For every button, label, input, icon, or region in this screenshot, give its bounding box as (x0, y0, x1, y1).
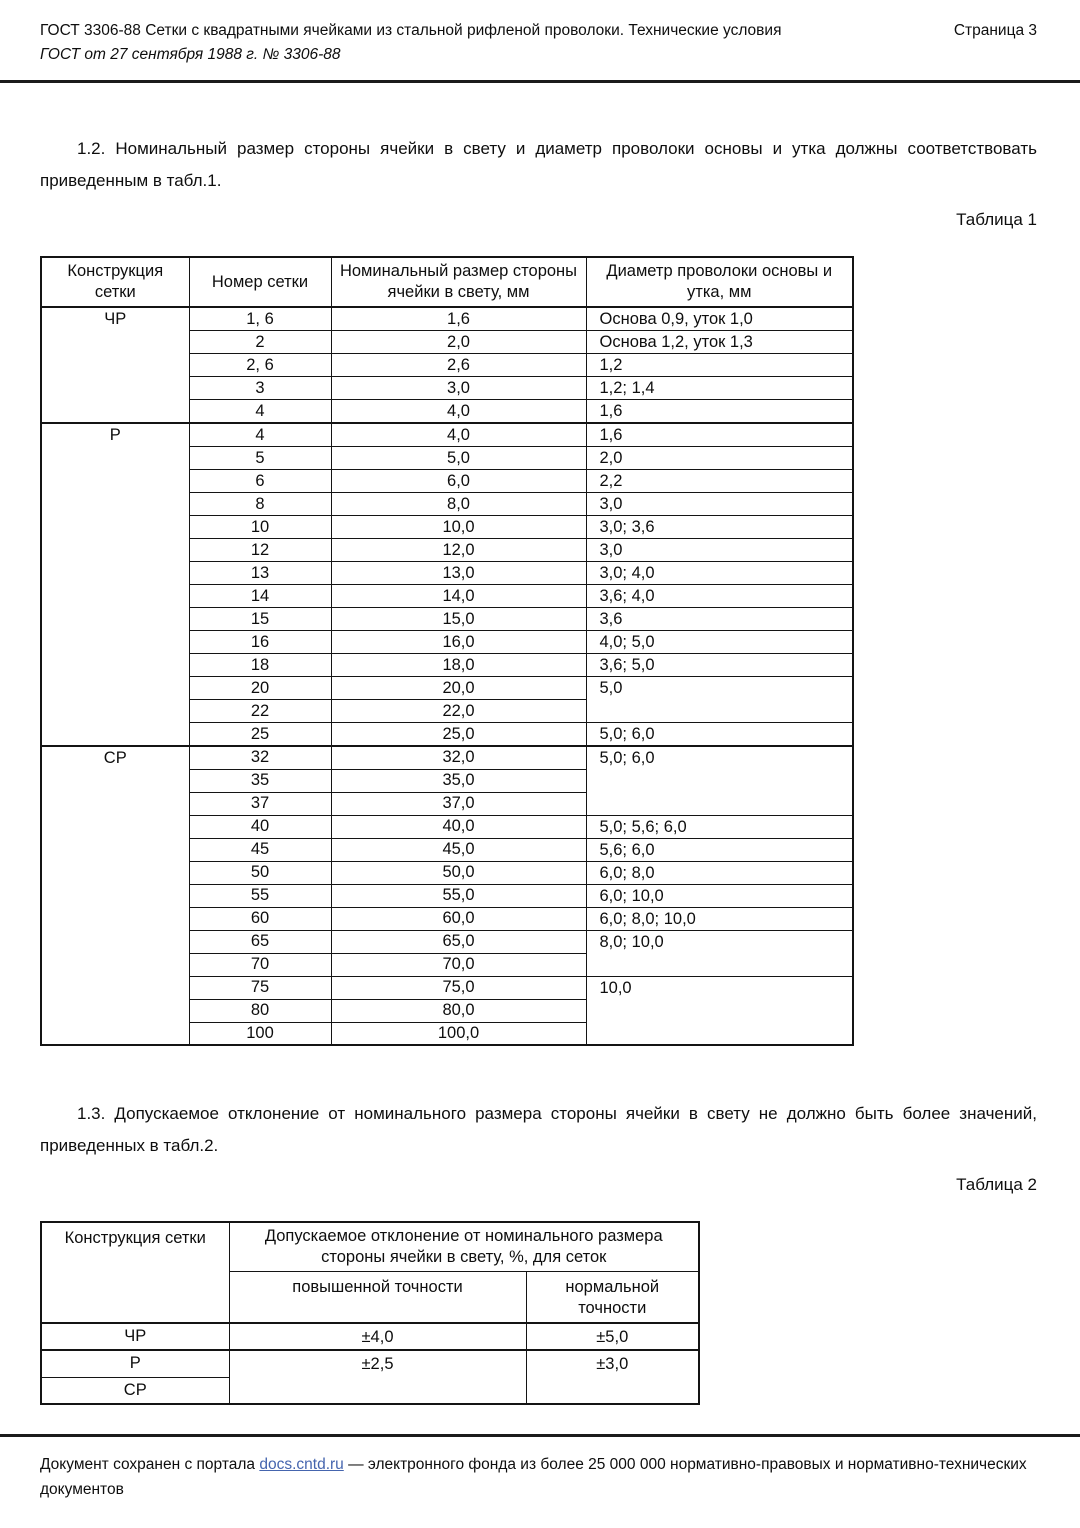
page-header (0, 0, 1080, 64)
footer-divider (0, 1434, 1080, 1437)
cell-size-cell: 1,6 (331, 307, 586, 331)
wire-diameter-cell: 5,0; 6,0 (586, 746, 853, 815)
cell-size-cell: 6,0 (331, 470, 586, 493)
cell-size-cell: 65,0 (331, 930, 586, 953)
paragraph-1-3: 1.3. Допускаемое отклонение от номинального размера стороны ячейки в свету не должно быть более значений, приведенных в табл.2. (40, 1104, 1037, 1155)
wire-diameter-cell: Основа 1,2, уток 1,3 (586, 331, 853, 354)
wire-diameter-cell: 1,2 (586, 354, 853, 377)
mesh-number-cell: 35 (189, 769, 331, 792)
mesh-number-cell: 15 (189, 608, 331, 631)
mesh-number-cell: 18 (189, 654, 331, 677)
cell-size-cell: 35,0 (331, 769, 586, 792)
mesh-number-cell: 60 (189, 907, 331, 930)
table1-body (41, 307, 853, 1045)
wire-diameter-cell: 6,0; 8,0 (586, 861, 853, 884)
cell-size-cell: 25,0 (331, 723, 586, 747)
wire-diameter-cell: 5,6; 6,0 (586, 838, 853, 861)
cell-size-cell: 16,0 (331, 631, 586, 654)
mesh-number-cell: 20 (189, 677, 331, 700)
mesh-number-cell: 32 (189, 746, 331, 769)
cell-size-cell: 100,0 (331, 1022, 586, 1045)
mesh-parameters-table (40, 256, 854, 1046)
doc-title: ГОСТ 3306-88 Сетки с квадратными ячейками из стальной рифленой проволоки. Технические условия (40, 22, 782, 39)
cell-size-cell: 3,0 (331, 377, 586, 400)
mesh-number-cell: 2 (189, 331, 331, 354)
mesh-number-cell: 45 (189, 838, 331, 861)
wire-diameter-cell: 6,0; 8,0; 10,0 (586, 907, 853, 930)
paragraph-1-2: 1.2. Номинальный размер стороны ячейки в свету и диаметр проволоки основы и утка должны соответствовать приведенным в табл.1. (40, 139, 1037, 190)
wire-diameter-cell: 5,0 (586, 677, 853, 723)
mesh-number-cell: 25 (189, 723, 331, 747)
wire-diameter-cell: 1,2; 1,4 (586, 377, 853, 400)
doc-subtitle: ГОСТ от 27 сентября 1988 г. № 3306-88 (40, 46, 341, 63)
footer-link[interactable]: docs.cntd.ru (259, 1456, 344, 1473)
table1-header-number: Номер сетки (189, 257, 331, 307)
wire-diameter-cell: 3,6 (586, 608, 853, 631)
table2-subheader-normal: нормальной точности (526, 1272, 699, 1324)
wire-diameter-cell: 8,0; 10,0 (586, 930, 853, 976)
table1-header-size: Номинальный размер стороны ячейки в свету, мм (331, 257, 586, 307)
cell-size-cell: 8,0 (331, 493, 586, 516)
footer-note (0, 1452, 1080, 1502)
table1-header (41, 257, 853, 307)
table1-header-diameter: Диаметр проволоки основы и утка, мм (586, 257, 853, 307)
wire-diameter-cell: 1,6 (586, 400, 853, 424)
table1-row (41, 746, 853, 769)
wire-diameter-cell: 2,2 (586, 470, 853, 493)
table1-row (41, 307, 853, 331)
wire-diameter-cell: Основа 0,9, уток 1,0 (586, 307, 853, 331)
mesh-number-cell: 10 (189, 516, 331, 539)
mesh-number-cell: 14 (189, 585, 331, 608)
cell-size-cell: 22,0 (331, 700, 586, 723)
table2-subheader-increased: повышенной точности (229, 1272, 526, 1324)
mesh-number-cell: 8 (189, 493, 331, 516)
table1-header-construction: Конструкция сетки (41, 257, 189, 307)
table2-caption: Таблица 2 (956, 1175, 1037, 1194)
cell-size-cell: 45,0 (331, 838, 586, 861)
cell-size-cell: 20,0 (331, 677, 586, 700)
mesh-number-cell: 37 (189, 792, 331, 815)
cell-size-cell: 60,0 (331, 907, 586, 930)
mesh-number-cell: 50 (189, 861, 331, 884)
mesh-number-cell: 75 (189, 976, 331, 999)
cell-size-cell: 40,0 (331, 815, 586, 838)
mesh-number-cell: 6 (189, 470, 331, 493)
deviation-table (40, 1221, 700, 1405)
construction-cell: Р (41, 1350, 229, 1377)
wire-diameter-cell: 4,0; 5,0 (586, 631, 853, 654)
mesh-number-cell: 16 (189, 631, 331, 654)
cell-size-cell: 2,0 (331, 331, 586, 354)
construction-cell: ЧР (41, 1323, 229, 1350)
mesh-number-cell: 1, 6 (189, 307, 331, 331)
deviation-normal-cell: ±5,0 (526, 1323, 699, 1350)
table2-row (41, 1350, 699, 1377)
mesh-number-cell: 4 (189, 423, 331, 447)
header-divider (0, 80, 1080, 83)
table2-header-group: Допускаемое отклонение от номинального размера стороны ячейки в свету, %, для сеток (229, 1222, 699, 1272)
mesh-number-cell: 12 (189, 539, 331, 562)
wire-diameter-cell: 3,6; 4,0 (586, 585, 853, 608)
table1-row (41, 423, 853, 447)
table2-header-construction: Конструкция сетки (41, 1222, 229, 1323)
document-body (0, 133, 1080, 1405)
cell-size-cell: 75,0 (331, 976, 586, 999)
cell-size-cell: 32,0 (331, 746, 586, 769)
construction-cell: СР (41, 1377, 229, 1404)
mesh-number-cell: 2, 6 (189, 354, 331, 377)
cell-size-cell: 50,0 (331, 861, 586, 884)
cell-size-cell: 12,0 (331, 539, 586, 562)
deviation-increased-cell: ±4,0 (229, 1323, 526, 1350)
deviation-increased-cell: ±2,5 (229, 1350, 526, 1404)
cell-size-cell: 55,0 (331, 884, 586, 907)
wire-diameter-cell: 3,0 (586, 539, 853, 562)
cell-size-cell: 10,0 (331, 516, 586, 539)
mesh-number-cell: 100 (189, 1022, 331, 1045)
cell-size-cell: 2,6 (331, 354, 586, 377)
construction-cell: Р (41, 423, 189, 746)
table2-header (41, 1222, 699, 1323)
construction-cell: ЧР (41, 307, 189, 423)
wire-diameter-cell: 3,6; 5,0 (586, 654, 853, 677)
cell-size-cell: 4,0 (331, 423, 586, 447)
mesh-number-cell: 13 (189, 562, 331, 585)
mesh-number-cell: 4 (189, 400, 331, 424)
cell-size-cell: 14,0 (331, 585, 586, 608)
wire-diameter-cell: 3,0 (586, 493, 853, 516)
cell-size-cell: 15,0 (331, 608, 586, 631)
cell-size-cell: 13,0 (331, 562, 586, 585)
cell-size-cell: 5,0 (331, 447, 586, 470)
deviation-normal-cell: ±3,0 (526, 1350, 699, 1404)
mesh-number-cell: 55 (189, 884, 331, 907)
mesh-number-cell: 70 (189, 953, 331, 976)
mesh-number-cell: 5 (189, 447, 331, 470)
cell-size-cell: 18,0 (331, 654, 586, 677)
wire-diameter-cell: 5,0; 6,0 (586, 723, 853, 747)
cell-size-cell: 4,0 (331, 400, 586, 424)
wire-diameter-cell: 2,0 (586, 447, 853, 470)
cell-size-cell: 70,0 (331, 953, 586, 976)
cell-size-cell: 37,0 (331, 792, 586, 815)
wire-diameter-cell: 6,0; 10,0 (586, 884, 853, 907)
table2-row (41, 1323, 699, 1350)
table1-caption: Таблица 1 (956, 210, 1037, 229)
wire-diameter-cell: 3,0; 4,0 (586, 562, 853, 585)
mesh-number-cell: 40 (189, 815, 331, 838)
mesh-number-cell: 80 (189, 999, 331, 1022)
footer-text-suffix: — электронного фонда из более 25 000 000 нормативно-правовых и нормативно-технических документов (40, 1456, 1027, 1498)
wire-diameter-cell: 10,0 (586, 976, 853, 1045)
wire-diameter-cell: 1,6 (586, 423, 853, 447)
page-number: Страница 3 (953, 22, 1037, 39)
wire-diameter-cell: 5,0; 5,6; 6,0 (586, 815, 853, 838)
construction-cell: СР (41, 746, 189, 1045)
footer-text-prefix: Документ сохранен с портала (40, 1456, 260, 1473)
mesh-number-cell: 3 (189, 377, 331, 400)
wire-diameter-cell: 3,0; 3,6 (586, 516, 853, 539)
mesh-number-cell: 22 (189, 700, 331, 723)
mesh-number-cell: 65 (189, 930, 331, 953)
cell-size-cell: 80,0 (331, 999, 586, 1022)
table2-body (41, 1323, 699, 1404)
